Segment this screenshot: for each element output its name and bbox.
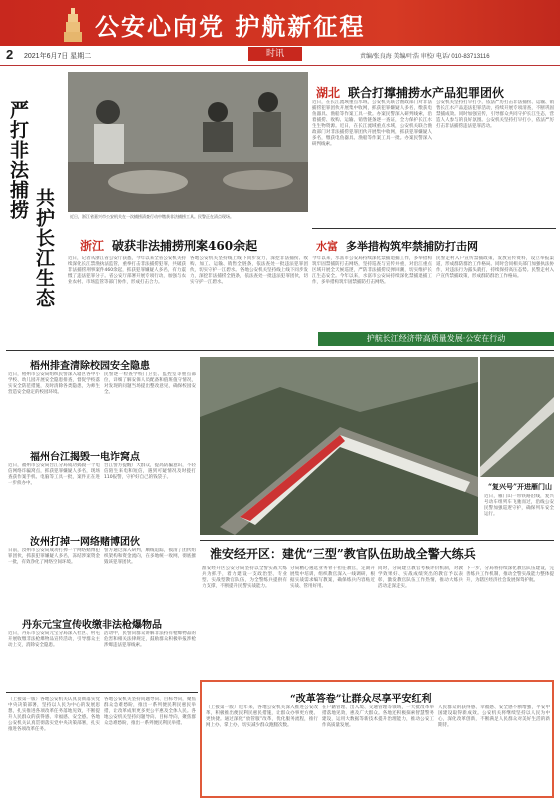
feature-photo <box>68 72 308 212</box>
headline-wuzhou: 梧州排查清除校园安全隐患 <box>30 361 150 372</box>
article-body-hubei-2: 公安机关坚持打早打小，依法严厉打击非法捕捞、运输、销售长江水产品违法犯罪活动，持续开展专项清查，不断巩固禁捕成效。同时加强宣传，引导群众共同守护长江生态，营造人人参与的良好氛围。公安机关坚持打早打小，依法严厉打击非法捕捞违法犯罪活动。 <box>436 100 554 129</box>
rail-photo <box>200 357 478 535</box>
rail-caption: “复兴号”开进雁门山 <box>488 482 553 491</box>
date-line: 2021年6月7日 星期二 <box>24 53 92 60</box>
article-body-zhejiang: 近日，记者从浙江省公安厅获悉，今年以来全省公安机关持续深化长江禁渔执法监管，重拳打击非法捕捞犯罪，共破获非法捕捞刑事案件460余起，抓获犯罪嫌疑人多名，有力震慑了违法犯罪分子。省公安厅部署开展专项行动，加强与农业农村、市场监管等部门协作，形成打击合力。 <box>68 256 186 285</box>
body-reform-2: 在户籍管理、出入境、交通管理等领域，一大批改革举措落地见效，惠及广大群众。各地还积极探索智慧警务建设，运用大数据等新技术提升治理能力，推动公安工作高质量发展。 <box>322 705 434 728</box>
divider <box>200 540 554 541</box>
headline-fuzhou: 福州台江揭毁一电诈窝点 <box>30 452 140 463</box>
vertical-headline-2: 共护长江生态 <box>33 188 55 308</box>
article-body-hubei: 近日，在长江流域重点水域，公安机关联合渔政部门对非法捕捞犯罪团伙开展集中收网，抓获犯罪嫌疑人多名，缴获电鱼器具、渔船等作案工具一批。办案民警深入研判线索，沿着捕捞、收购、运输、销售链条逐一查证，全力保护长江水生生物资源。近日，在长江流域重点水域，公安机关联合渔政部门对非法捕捞犯罪团伙开展集中收网，抓获犯罪嫌疑人多名，缴获电鱼器具、渔船等作案工具一批。办案民警深入研判线索。 <box>312 100 432 147</box>
rail-photo-small <box>480 357 554 477</box>
masthead-title: 公安心向党 护航新征程 <box>95 12 366 41</box>
rail-caption-body: 近日，雁门山一带铁路沿线，复兴号动车组列车飞驰而过，沿线公安民警加强巡逻守护，确保列车安全运行。 <box>484 494 554 517</box>
divider <box>6 692 198 693</box>
body-wuzhou: 近日，梧州市公安局组织民警深入辖区各中小学校、幼儿园开展安全隐患排查，督促学校落实安全防范措施，及时清除各类隐患，为师生营造安全稳定的校园环境。 <box>8 372 100 395</box>
body-fuzhou-2: 台江警方提醒广大群众，提高防骗意识，不轻信陌生来电和短信，遇到可疑情况及时拨打110报警，守护好自己的钱袋子。 <box>104 463 196 480</box>
body-reform-3: 人民群众的获得感、幸福感、安全感不断增强，平安中国建设取得新成效。公安机关将继续坚持以人民为中心，深化改革创新，不断满足人民群众对美好生活的新期待。 <box>438 705 550 728</box>
tower-icon <box>62 6 84 42</box>
region-label: 水富 <box>316 240 338 253</box>
body-dandong: 近日，丹东市公安局元宝分局深入社区、村屯开展收缴非法枪爆物品宣传活动，引导群众主动上交，消除安全隐患。 <box>8 631 100 648</box>
body-ruzhou-2: 警方通过深入研判，顺线追踪，摸清了团伙组织架构和资金流向，在多地统一收网，彻底摧毁该犯罪团伙。 <box>104 548 196 565</box>
headline-huaian: 淮安经开区：建优“三型”教官队伍助战全警大练兵 <box>210 547 476 561</box>
body-bottom-left-2: 各地公安机关坚持问题导向、目标导向，聚焦群众急难愁盼，推出一系列便民利民惠民举措，让改革成果更多更公平惠及全体人民。各地公安机关坚持问题导向、目标导向，聚焦群众急难愁盼，推出一系列便民利民举措。 <box>104 697 196 726</box>
body-huaian-1: 淮安经开区公安分局坚持以全警实战大练兵为抓手，着力建设一支政治型、专业型、实战型教官队伍，为全警练兵提供有力支撑，不断提升民警实战能力。 <box>202 566 287 589</box>
article-body-shuifu: 今年以来，水富市公安局持续深化禁捕退捕工作，多举措构筑牢固禁捕防打击网络，坚持巡查与宣传并重，对沿江重点区域开展全天候巡逻，严防非法捕捞反弹回潮，切实维护长江生态安全。今年以来，水富市公安局持续深化禁捕退捕工作，多举措构筑牢固禁捕防打击网络。 <box>312 256 432 285</box>
headline-reform: “改革答卷”让群众尽享平安红利 <box>290 694 432 705</box>
body-ruzhou: 日前，汝州市公安局成功打掉一个网络赌博犯罪团伙，抓获犯罪嫌疑人多名，冻结涉案资金一批，有效净化了网络空间环境。 <box>8 548 100 565</box>
region-label: 浙江 <box>80 239 105 253</box>
body-huaian-2: 分局精心遴选业务骨干担任教官，定期开展集中培训，组织教官深入一线调研，根据实战需求编写教案，确保练兵内容贴近实战、管用好用。 <box>290 566 375 589</box>
body-dandong-2: 活动中，民警向群众讲解非法持有枪爆物品的危害和相关法律规定，鼓励群众积极举报涉枪涉爆违法犯罪线索。 <box>104 631 196 648</box>
article-body-shuifu-2: 民警走村入户宣传禁捕政策，发放宣传资料，设立举报渠道，形成群防群治工作格局。同时会同相关部门加强执法协作，对违法行为露头就打，持续保持高压态势。民警走村入户宣传禁捕政策，形成群防群治工作格局。 <box>436 256 554 279</box>
headline-dandong: 丹东元宝宣传收缴非法枪爆物品 <box>22 620 162 631</box>
region-label: 湖北 <box>316 86 341 100</box>
vertical-headline-1: 严打非法捕捞 <box>7 100 29 220</box>
article-headline-zhejiang: 浙江 破获非法捕捞刑案460余起 <box>80 239 258 253</box>
article-headline-shuifu: 水富 多举措构筑牢禁捕防打击网 <box>316 240 478 253</box>
body-bottom-left: （上接第一版）各地公安机关认真贯彻落实党中央决策部署，坚持以人民为中心的发展思想，扎实推进各项改革任务落地见效，不断提升人民群众的获得感、幸福感、安全感。各地公安机关认真贯彻落实党中央决策部署，扎实推进各项改革任务。 <box>8 697 100 732</box>
page-number: 2 <box>6 47 14 62</box>
body-reform-1: （上接第一版）近年来，各地公安机关深入推进公安改革，积极推出便民利民惠民措施，让群众办事更方便、更快捷。通过深化“放管服”改革，优化服务流程，推行网上办、掌上办，切实减少群众跑腿次数。 <box>206 705 318 728</box>
body-huaian-4: 下一步，分局将持续深化教官队伍建设，完善练兵工作机制，推动全警实战能力整体提升，为辖区经济社会发展保驾护航。 <box>466 566 554 583</box>
article-body-zhejiang-2: 各地公安机关坚持线上线下同步发力，深挖非法捕捞、收购、加工、运输、销售全链条，依法查处一批违法犯罪团伙，切实守护一江碧水。各地公安机关坚持线上线下同步发力，深挖非法捕捞全链条，依法查处一批违法犯罪团伙，切实守护一江碧水。 <box>190 256 308 285</box>
photo-caption: 近日，浙江省嘉兴市公安机关在一次捕捞清查行动中缴获非法捕捞工具。民警正在清点现场。 <box>70 214 234 219</box>
editor-line: 责编/张良海 美编/叶浩 审校/ 电话/ 010-83713116 <box>360 54 490 60</box>
article-headline-hubei: 湖北 联合打撑捕捞水产品犯罪团伙 <box>316 86 505 100</box>
campaign-bar: 护航长江经济带高质量发展·公安在行动 <box>318 332 554 346</box>
section-tab: 时讯 <box>248 47 302 61</box>
headline-ruzhou: 汝州打掉一网络赌博团伙 <box>30 537 140 548</box>
body-fuzhou: 近日，福州市公安局台江分局成功捣毁一个电信网络诈骗窝点，抓获犯罪嫌疑人多名，现场查获作案手机、电脑等工具一批，案件正在进一步侦办中。 <box>8 463 100 486</box>
body-huaian-3: 同时，分局建立教官考核评价机制，对教学效果好、实战成绩突出的教官予以表彰，激发教官队伍工作热情，推动大练兵活动走深走实。 <box>378 566 463 589</box>
body-wuzhou-2: 民警逐一检查学校门卫室、监控室等重点部位，详细了解安保人员配备和值班值守情况，对发现的问题当场提出整改意见，确保校园安全。 <box>104 372 196 395</box>
divider <box>6 350 554 351</box>
divider <box>312 228 556 229</box>
